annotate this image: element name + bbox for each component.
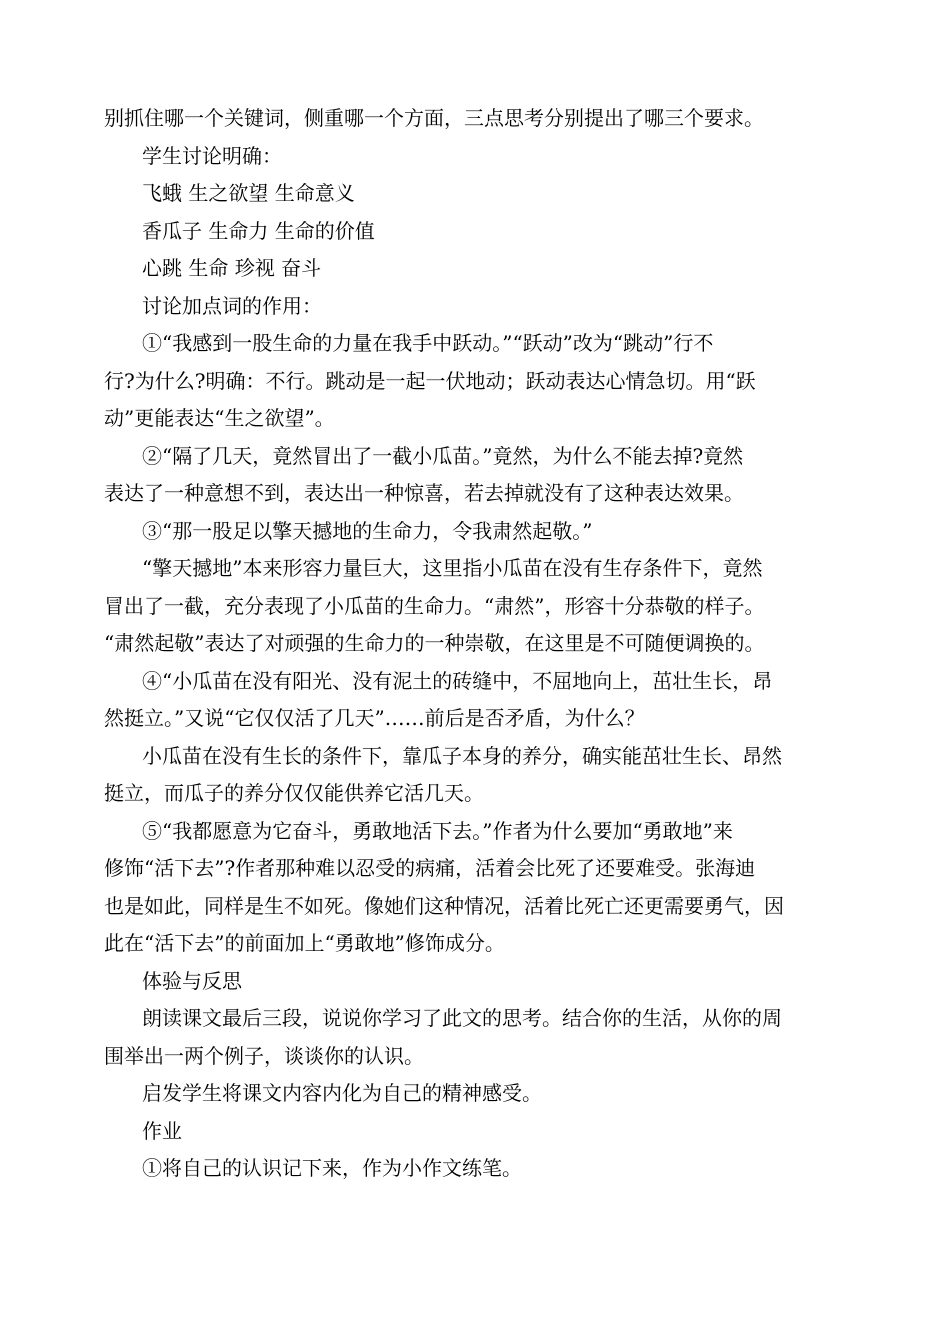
text-line: 飞蛾 生之欲望 生命意义 xyxy=(142,181,355,205)
paragraph xyxy=(104,738,852,813)
text-line: 体验与反思 xyxy=(142,968,242,993)
text-line: “肃然起敬”表达了对顽强的生命力的一种崇敬，在这里是不可随便调换的。 xyxy=(104,631,765,655)
text-line: 也是如此，同样是生不如死。像她们这种情况，活着比死亡还更需要勇气，因 xyxy=(104,893,784,918)
text-line: ⑤“我都愿意为它奋斗，勇敢地活下去。”作者为什么要加“勇敢地”来 xyxy=(142,818,733,843)
paragraph xyxy=(104,813,852,963)
text-line: 行?为什么?明确：不行。跳动是一起一伏地动；跃动表达心情急切。用“跃 xyxy=(104,368,756,393)
text-line: 作业 xyxy=(142,1118,182,1143)
text-line: 香瓜子 生命力 生命的价值 xyxy=(142,218,375,243)
paragraph xyxy=(104,438,852,513)
paragraph xyxy=(104,213,852,251)
text-line: ③“那一股足以擎天撼地的生命力，令我肃然起敬。” xyxy=(142,518,593,543)
paragraph xyxy=(104,138,852,176)
paragraph xyxy=(104,288,852,326)
text-line: 修饰“活下去”?作者那种难以忍受的病痛，活着会比死了还要难受。张海迪 xyxy=(104,856,756,880)
paragraph xyxy=(104,1000,852,1075)
text-line: 动”更能表达“生之欲望”。 xyxy=(104,406,335,430)
text-line: 此在“活下去”的前面加上“勇敢地”修饰成分。 xyxy=(104,931,505,955)
text-line: ④“小瓜苗在没有阳光、没有泥土的砖缝中，不屈地向上，茁壮生长，昂 xyxy=(142,668,773,693)
text-line: 学生讨论明确： xyxy=(142,143,282,168)
paragraph xyxy=(104,1075,852,1113)
document-body xyxy=(104,100,852,1188)
text-line: 然挺立。”又说“它仅仅活了几天”……前后是否矛盾，为什么？ xyxy=(104,706,645,730)
text-line: 心跳 生命 珍视 奋斗 xyxy=(142,256,322,280)
text-line: 朗读课文最后三段，说说你学习了此文的思考。结合你的生活，从你的周 xyxy=(142,1006,782,1030)
paragraph xyxy=(104,1113,852,1151)
paragraph xyxy=(104,963,852,1001)
text-line: ①“我感到一股生命的力量在我手中跃动。”“跃动”改为“跳动”行不 xyxy=(142,331,714,355)
text-line: 冒出了一截，充分表现了小瓜苗的生命力。“肃然”，形容十分恭敬的样子。 xyxy=(104,593,765,618)
paragraph xyxy=(104,325,852,438)
paragraph xyxy=(104,513,852,551)
paragraph xyxy=(104,100,852,138)
text-line: “擎天撼地”本来形容力量巨大，这里指小瓜苗在没有生存条件下，竟然 xyxy=(142,556,763,580)
text-line: 小瓜苗在没有生长的条件下，靠瓜子本身的养分，确实能茁壮生长、昂然 xyxy=(142,743,782,768)
text-line: ①将自己的认识记下来，作为小作文练笔。 xyxy=(142,1156,522,1180)
text-line: 表达了一种意想不到，表达出一种惊喜，若去掉就没有了这种表达效果。 xyxy=(104,481,744,505)
paragraph xyxy=(104,663,852,738)
text-line: ②“隔了几天，竟然冒出了一截小瓜苗。”竟然，为什么不能去掉?竟然 xyxy=(142,443,744,468)
text-line: 讨论加点词的作用： xyxy=(142,293,322,318)
paragraph xyxy=(104,175,852,213)
text-line: 围举出一两个例子，谈谈你的认识。 xyxy=(104,1043,424,1068)
text-line: 挺立，而瓜子的养分仅仅能供养它活几天。 xyxy=(104,781,484,805)
paragraph xyxy=(104,1150,852,1188)
paragraph xyxy=(104,250,852,288)
paragraph xyxy=(104,550,852,663)
text-line: 别抓住哪一个关键词，侧重哪一个方面，三点思考分别提出了哪三个要求。 xyxy=(104,106,764,130)
text-line: 启发学生将课文内容内化为自己的精神感受。 xyxy=(142,1081,542,1105)
